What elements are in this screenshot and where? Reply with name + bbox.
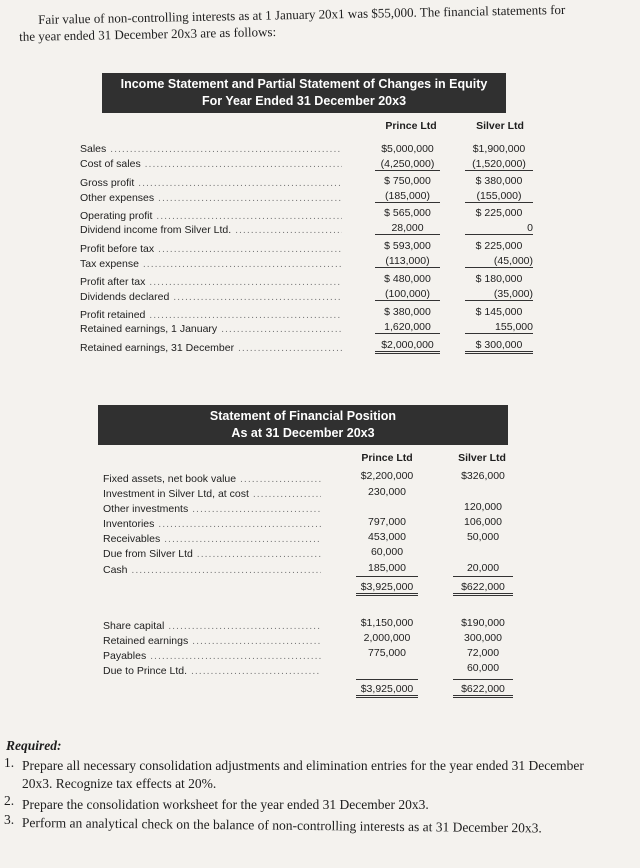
asset-row-label: Inventories ..... — [103, 518, 321, 530]
income-row-prince: $ 750,000 — [384, 175, 431, 187]
income-row-label: Retained earnings, 31 December ..... — [80, 342, 342, 354]
asset-row-silver: 120,000 — [464, 501, 502, 513]
equity-total-rule-silver — [453, 679, 513, 680]
income-statement-title: Income Statement and Partial Statement of Changes in Equity — [120, 77, 488, 91]
income-statement-subtitle: For Year Ended 31 December 20x3 — [201, 94, 407, 108]
income-row-silver: (1,520,000) — [465, 158, 533, 171]
income-row-label: Other expenses ..... — [80, 192, 342, 204]
equity-total-silver: $622,000 — [453, 683, 513, 698]
income-row-label: Operating profit ..... — [80, 210, 342, 222]
income-row-silver: (45,000) — [465, 255, 533, 268]
income-row-silver: $ 380,000 — [475, 175, 523, 187]
income-row-silver: 0 — [465, 222, 533, 235]
income-row-silver: (155,000) — [465, 190, 533, 203]
income-row-prince: $ 593,000 — [384, 240, 431, 252]
equity-total-prince: $3,925,000 — [356, 683, 418, 698]
income-col-prince: Prince Ltd — [385, 120, 437, 132]
equity-row-label: Share capital ..... — [103, 620, 321, 632]
asset-row-silver: 20,000 — [453, 562, 513, 577]
income-row-label: Dividends declared ..... — [80, 291, 342, 303]
equity-row-silver: 72,000 — [466, 647, 500, 659]
income-row-prince: $ 480,000 — [384, 273, 431, 285]
equity-row-silver: 60,000 — [466, 662, 500, 674]
required-item-3-number: 3. — [4, 812, 15, 827]
balance-sheet-subtitle: As at 31 December 20x3 — [231, 426, 375, 440]
equity-row-label: Retained earnings ..... — [103, 635, 321, 647]
asset-row-silver: $326,000 — [461, 470, 505, 482]
equity-row-silver: 300,000 — [464, 632, 502, 644]
income-row-silver: $ 180,000 — [475, 273, 523, 285]
income-row-silver: (35,000) — [465, 288, 533, 301]
equity-row-silver: $190,000 — [461, 617, 505, 629]
required-item-2-text: Prepare the consolidation worksheet for the year ended 31 December 20x3. — [22, 797, 429, 812]
income-col-silver: Silver Ltd — [476, 120, 524, 132]
asset-row-label: Due from Silver Ltd ..... — [103, 548, 321, 560]
income-statement-banner — [102, 73, 506, 113]
asset-total-silver: $622,000 — [453, 581, 513, 596]
income-row-label: Sales ..... — [80, 143, 342, 155]
balance-sheet-banner — [98, 405, 508, 445]
asset-row-prince: $2,200,000 — [360, 470, 414, 482]
income-row-silver: $ 300,000 — [465, 339, 533, 354]
asset-row-prince: 230,000 — [368, 486, 406, 498]
required-item-1-number: 1. — [4, 755, 15, 770]
income-row-label: Cost of sales ..... — [80, 158, 342, 170]
income-row-prince: (100,000) — [375, 288, 440, 301]
equity-row-label: Payables ..... — [103, 650, 321, 662]
income-row-silver: $ 145,000 — [475, 306, 523, 318]
income-row-label: Profit retained ..... — [80, 309, 342, 321]
income-row-prince: $5,000,000 — [381, 143, 434, 155]
asset-row-label: Investment in Silver Ltd, at cost ..... — [103, 488, 321, 500]
required-item-1-text: Prepare all necessary consolidation adjustments and elimination entries for the year ended 31 December — [22, 758, 584, 773]
balance-col-silver: Silver Ltd — [458, 452, 506, 464]
intro-line-1: Fair value of non-controlling interests as at 1 January 20x1 was $55,000. The financial statements for — [38, 1, 566, 27]
income-row-silver: 155,000 — [465, 321, 533, 334]
income-row-prince: $2,000,000 — [375, 339, 440, 354]
asset-row-label: Cash ..... — [103, 564, 321, 576]
asset-row-prince: 60,000 — [370, 546, 404, 558]
income-row-label: Profit before tax ..... — [80, 243, 342, 255]
equity-row-prince: 775,000 — [368, 647, 406, 659]
income-row-prince: (4,250,000) — [375, 158, 440, 171]
equity-total-rule-prince — [356, 679, 418, 680]
asset-row-prince: 453,000 — [368, 531, 406, 543]
asset-row-silver: 106,000 — [464, 516, 502, 528]
income-row-silver: $ 225,000 — [475, 240, 523, 252]
income-row-label: Profit after tax ..... — [80, 276, 342, 288]
income-row-prince: $ 380,000 — [384, 306, 431, 318]
required-item-2-number: 2. — [4, 793, 15, 808]
equity-row-prince: $1,150,000 — [360, 617, 414, 629]
income-row-prince: (113,000) — [375, 255, 440, 268]
balance-sheet-title: Statement of Financial Position — [209, 409, 397, 423]
asset-row-silver: 50,000 — [466, 531, 500, 543]
income-row-silver: $1,900,000 — [472, 143, 526, 155]
income-row-label: Gross profit ..... — [80, 177, 342, 189]
asset-row-label: Receivables ..... — [103, 533, 321, 545]
asset-total-prince: $3,925,000 — [356, 581, 418, 596]
asset-row-label: Fixed assets, net book value ..... — [103, 473, 321, 485]
required-heading: Required: — [6, 738, 62, 753]
income-row-label: Dividend income from Silver Ltd. ..... — [80, 224, 342, 236]
income-row-prince: (185,000) — [375, 190, 440, 203]
balance-col-prince: Prince Ltd — [361, 452, 413, 464]
equity-row-prince: 2,000,000 — [363, 632, 411, 644]
intro-line-2: the year ended 31 December 20x3 are as follows: — [19, 24, 277, 44]
required-item-1-cont: 20x3. Recognize tax effects at 20%. — [22, 776, 217, 791]
required-item-3-text: Perform an analytical check on the balance of non-controlling interests as at 31 December 20x3. — [21, 815, 542, 836]
income-row-label: Tax expense ..... — [80, 258, 342, 270]
asset-row-prince: 797,000 — [368, 516, 406, 528]
asset-row-prince: 185,000 — [356, 562, 418, 577]
income-row-prince: $ 565,000 — [384, 207, 431, 219]
income-row-prince: 28,000 — [375, 222, 440, 235]
asset-row-label: Other investments ..... — [103, 503, 321, 515]
income-row-silver: $ 225,000 — [475, 207, 523, 219]
equity-row-label: Due to Prince Ltd. ..... — [103, 665, 321, 677]
income-row-prince: 1,620,000 — [375, 321, 440, 334]
income-row-label: Retained earnings, 1 January ..... — [80, 323, 342, 335]
